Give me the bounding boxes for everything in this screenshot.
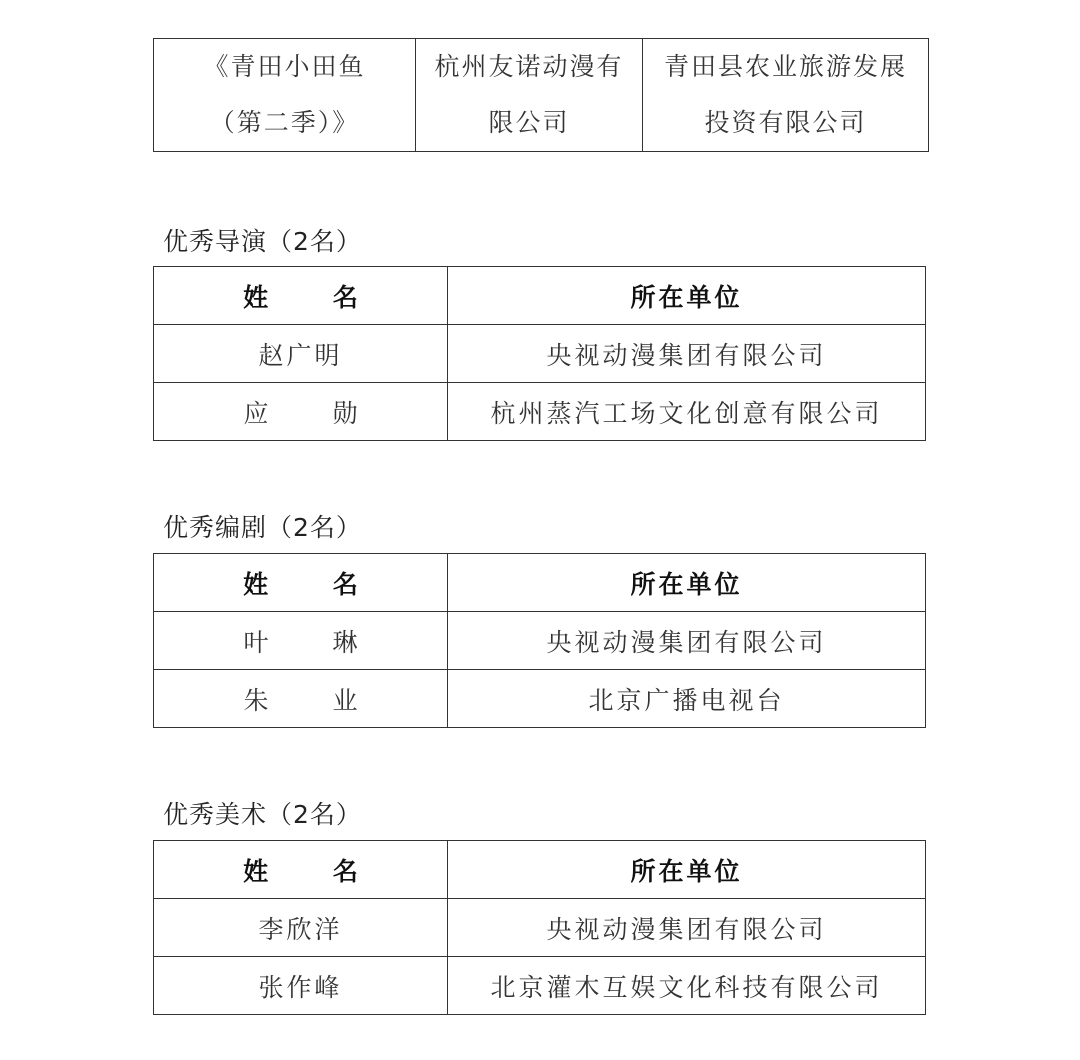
section-title-director: 优秀导演（2名） — [163, 227, 362, 256]
unit-cell: 杭州蒸汽工场文化创意有限公司 — [448, 383, 926, 441]
header-unit: 所在单位 — [448, 841, 926, 899]
producer-cell — [416, 39, 643, 152]
table-row — [154, 899, 926, 957]
name-label: 叶 琳 — [243, 627, 386, 657]
table-row — [154, 612, 926, 670]
name-label: 朱 业 — [243, 685, 386, 715]
header-unit: 所在单位 — [448, 554, 926, 612]
director-table — [153, 266, 926, 441]
work-title-line-1: 《青田小田鱼 — [203, 52, 366, 81]
name-cell: 张作峰 — [154, 957, 448, 1015]
section-title-art: 优秀美术（2名） — [163, 800, 362, 829]
co-producer-line-1: 青田县农业旅游发展 — [663, 52, 907, 81]
header-name-label: 姓 名 — [243, 282, 386, 312]
unit-cell: 北京广播电视台 — [448, 670, 926, 728]
header-name — [154, 267, 448, 325]
table-row — [154, 670, 926, 728]
work-award-table — [153, 38, 929, 152]
header-name — [154, 841, 448, 899]
table-row — [154, 383, 926, 441]
table-row — [154, 39, 929, 152]
header-name-label: 姓 名 — [243, 569, 386, 599]
section-title-screenwriter: 优秀编剧（2名） — [163, 513, 362, 542]
producer-line-1: 杭州友诺动漫有 — [434, 52, 624, 81]
name-cell: 赵广明 — [154, 325, 448, 383]
table-header-row — [154, 267, 926, 325]
table-row — [154, 957, 926, 1015]
co-producer-cell — [643, 39, 929, 152]
unit-cell: 央视动漫集团有限公司 — [448, 612, 926, 670]
producer-line-2: 限公司 — [488, 108, 570, 137]
unit-cell: 央视动漫集团有限公司 — [448, 899, 926, 957]
name-label: 应 勋 — [243, 398, 386, 428]
work-title-cell — [154, 39, 416, 152]
unit-cell: 央视动漫集团有限公司 — [448, 325, 926, 383]
art-table — [153, 840, 926, 1015]
table-row — [154, 325, 926, 383]
table-header-row — [154, 841, 926, 899]
name-cell — [154, 383, 448, 441]
header-unit: 所在单位 — [448, 267, 926, 325]
header-name-label: 姓 名 — [243, 856, 386, 886]
table-header-row — [154, 554, 926, 612]
screenwriter-table — [153, 553, 926, 728]
name-cell: 李欣洋 — [154, 899, 448, 957]
work-title-line-2: （第二季）》 — [209, 108, 360, 137]
co-producer-line-2: 投资有限公司 — [704, 108, 867, 137]
name-cell — [154, 612, 448, 670]
name-cell — [154, 670, 448, 728]
header-name — [154, 554, 448, 612]
unit-cell: 北京灌木互娱文化科技有限公司 — [448, 957, 926, 1015]
